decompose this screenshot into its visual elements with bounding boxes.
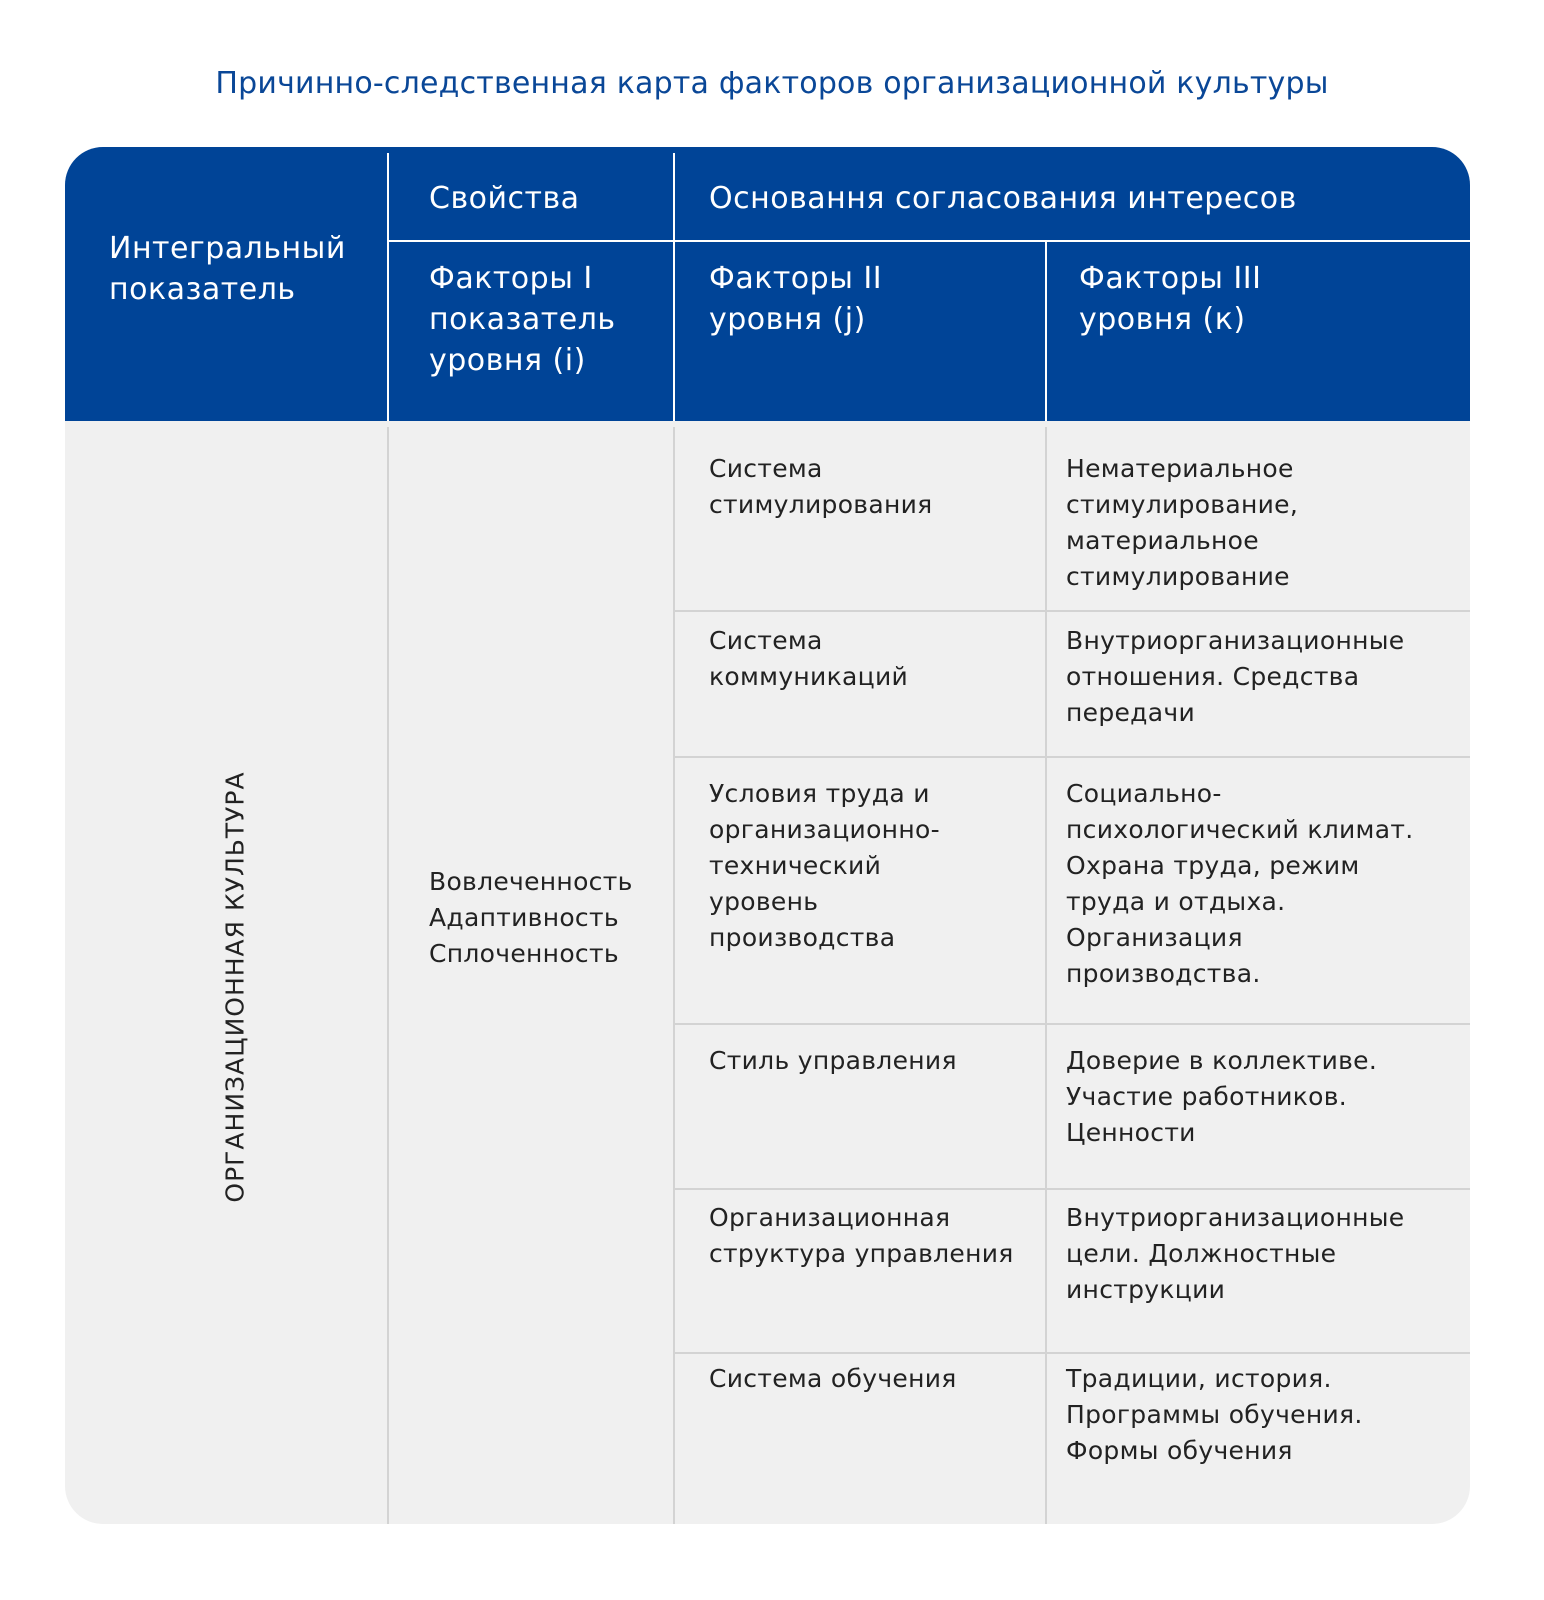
- factor-2-cell: Условия труда и организационно- технический уровень производства: [709, 779, 940, 952]
- header-factors-2: Факторы II уровня (j): [709, 261, 883, 337]
- column-divider: [673, 427, 675, 1524]
- factor-2-cell: Организационная структура управления: [709, 1203, 1014, 1268]
- properties-value: Вовлеченность Адаптивность Сплоченность: [429, 867, 633, 968]
- header-factors-3: Факторы III уровня (к): [1079, 261, 1262, 337]
- factor-3-cell: Традиции, история. Программы обучения. Формы обучения: [1066, 1364, 1363, 1465]
- factor-2-cell: Система коммуникаций: [709, 626, 909, 691]
- header-divider: [389, 240, 1470, 242]
- row-divider: [675, 1188, 1470, 1190]
- column-divider: [1045, 427, 1047, 1524]
- factor-3-cell: Нематериальное стимулирование, материальное стимулирование: [1066, 454, 1299, 591]
- row-divider: [675, 756, 1470, 758]
- row-divider: [675, 1023, 1470, 1025]
- factor-3-cell: Внутриорганизационные цели. Должностные инструкции: [1066, 1203, 1405, 1304]
- row-divider: [675, 610, 1470, 612]
- factor-3-cell: Внутриорганизационные отношения. Средства передачи: [1066, 626, 1405, 727]
- factor-table: [65, 147, 1470, 1524]
- row-divider: [675, 1352, 1470, 1354]
- header-divider: [1045, 241, 1047, 421]
- header-factors-1: Факторы I показатель уровня (i): [429, 261, 616, 378]
- column-divider: [387, 427, 389, 1524]
- factor-2-cell: Стиль управления: [709, 1046, 957, 1075]
- table-header: [65, 147, 1470, 421]
- header-integral: Интегральный показатель: [109, 231, 346, 307]
- header-properties: Свойства: [429, 181, 580, 216]
- factor-3-cell: Социально- психологический климат. Охрана труда, режим труда и отдыха. Организация производства.: [1066, 779, 1414, 988]
- factor-3-cell: Доверие в коллективе. Участие работников. Ценности: [1066, 1046, 1378, 1147]
- factor-2-cell: Система стимулирования: [709, 454, 933, 519]
- page-title: Причинно-следственная карта факторов организационной культуры: [215, 66, 1329, 101]
- header-divider: [673, 153, 675, 421]
- header-basis: Основання согласования интересов: [709, 181, 1297, 216]
- header-divider: [387, 153, 389, 421]
- factor-2-cell: Система обучения: [709, 1364, 957, 1393]
- integral-indicator-value: ОРГАНИЗАЦИОННАЯ КУЛЬТУРА: [220, 771, 250, 1203]
